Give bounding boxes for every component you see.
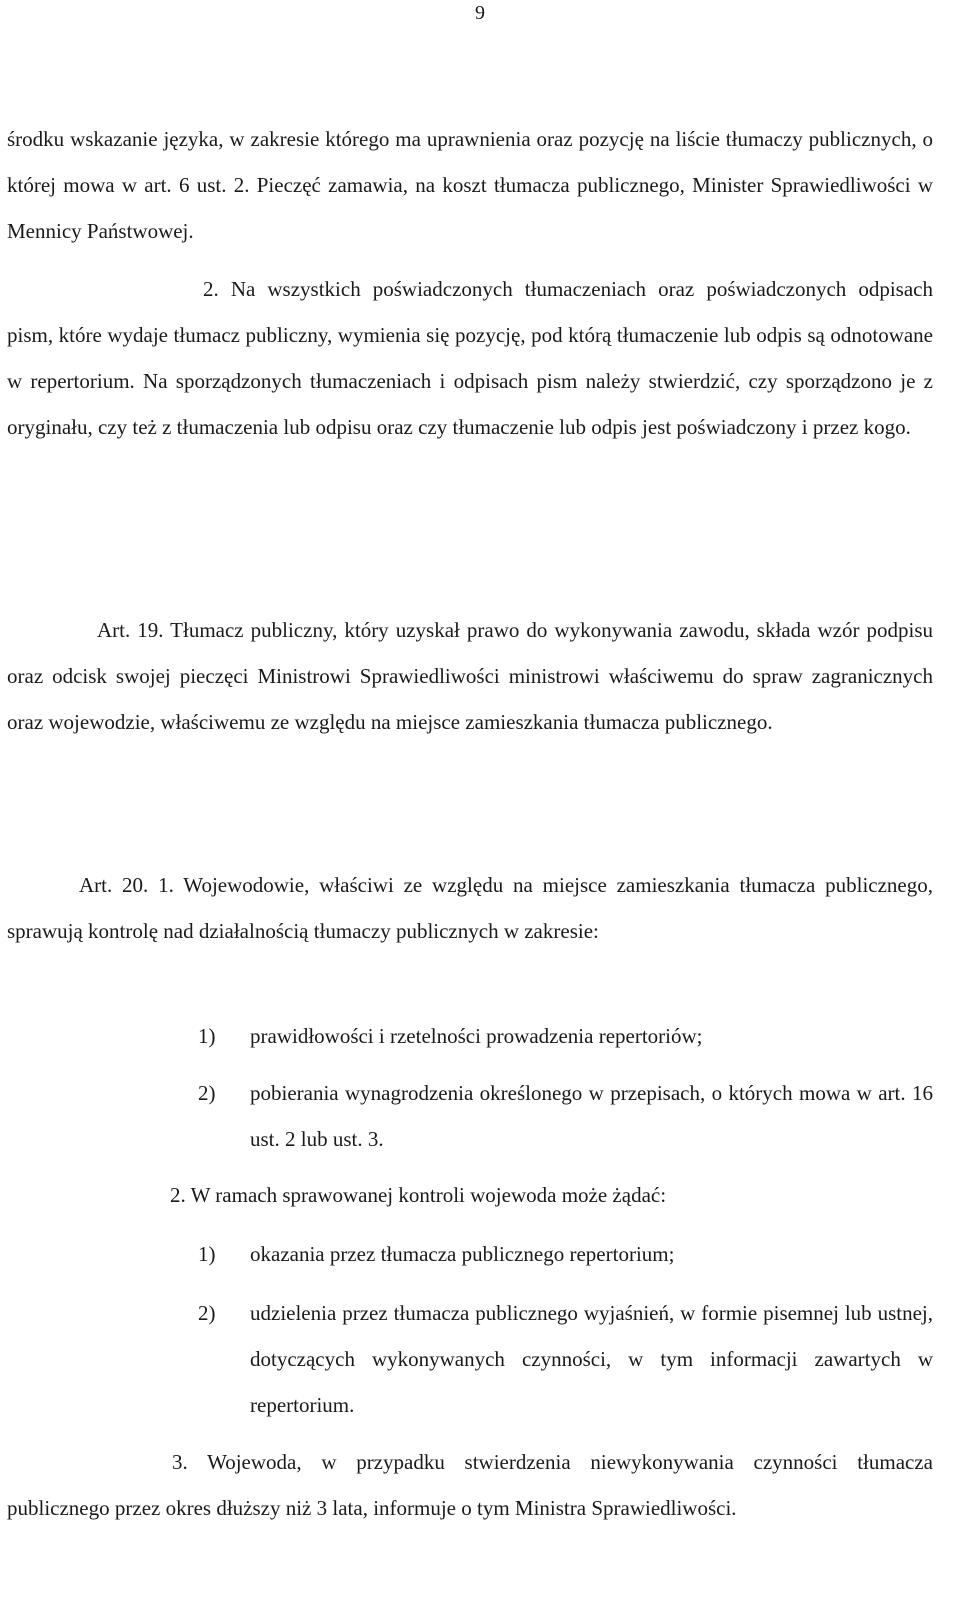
paragraph-art19: Art. 19. Tłumacz publiczny, który uzyskał prawo do wykonywania zawodu, składa wzór podpisu oraz odcisk swojej pieczęci Ministrowi Sprawiedliwości ministrowi właściwemu do spraw zagranicznych oraz wojewodzie, właściwemu ze względu na miejsce zamieszkania tłumacza publicznego. [7, 618, 933, 734]
list-item-number: 2) [198, 1081, 216, 1105]
list-item [198, 1013, 933, 1059]
list-item [198, 1231, 933, 1277]
paragraph-art20-ust1: Art. 20. 1. Wojewodowie, właściwi ze względu na miejsce zamieszkania tłumacza publicznego, sprawują kontrolę nad działalnością tłumaczy publicznych w zakresie: [7, 873, 933, 943]
paragraph-art20-ust3: 3. Wojewoda, w przypadku stwierdzenia niewykonywania czynności tłumacza publicznego przez okres dłuższy niż 3 lata, informuje o tym Ministra Sprawiedliwości. [7, 1450, 933, 1520]
list-item-text: okazania przez tłumacza publicznego repertorium; [250, 1242, 675, 1266]
list-item-text: udzielenia przez tłumacza publicznego wyjaśnień, w formie pisemnej lub ustnej, dotyczących wykonywanych czynności, w tym informacji zawartych w repertorium. [250, 1301, 933, 1417]
list-item [198, 1290, 933, 1428]
paragraph-continuation: środku wskazanie języka, w zakresie którego ma uprawnienia oraz pozycję na liście tłumaczy publicznych, o której mowa w art. 6 ust. 2. Pieczęć zamawia, na koszt tłumacza publicznego, Minister Sprawiedliwości w Mennicy Państwowej. [7, 127, 933, 243]
list-item-number: 1) [198, 1024, 216, 1048]
list-item [198, 1070, 933, 1162]
page-number: 9 [475, 2, 485, 24]
paragraph-art18-ust2: 2. Na wszystkich poświadczonych tłumaczeniach oraz poświadczonych odpisach pism, które wydaje tłumacz publiczny, wymienia się pozycję, pod którą tłumaczenie lub odpis są odnotowane w repertorium. Na sporządzonych tłumaczeniach i odpisach pism należy stwierdzić, czy sporządzono je z oryginału, czy też z tłumaczenia lub odpisu oraz czy tłumaczenie lub odpis jest poświadczony i przez kogo. [7, 277, 933, 439]
list-item-text: pobierania wynagrodzenia określonego w przepisach, o których mowa w art. 16 ust. 2 lub ust. 3. [250, 1081, 933, 1151]
list-item-number: 1) [198, 1242, 216, 1266]
list-item-text: prawidłowości i rzetelności prowadzenia repertoriów; [250, 1024, 703, 1048]
list-item-number: 2) [198, 1301, 216, 1325]
paragraph-art20-ust2: 2. W ramach sprawowanej kontroli wojewoda może żądać: [170, 1183, 667, 1207]
